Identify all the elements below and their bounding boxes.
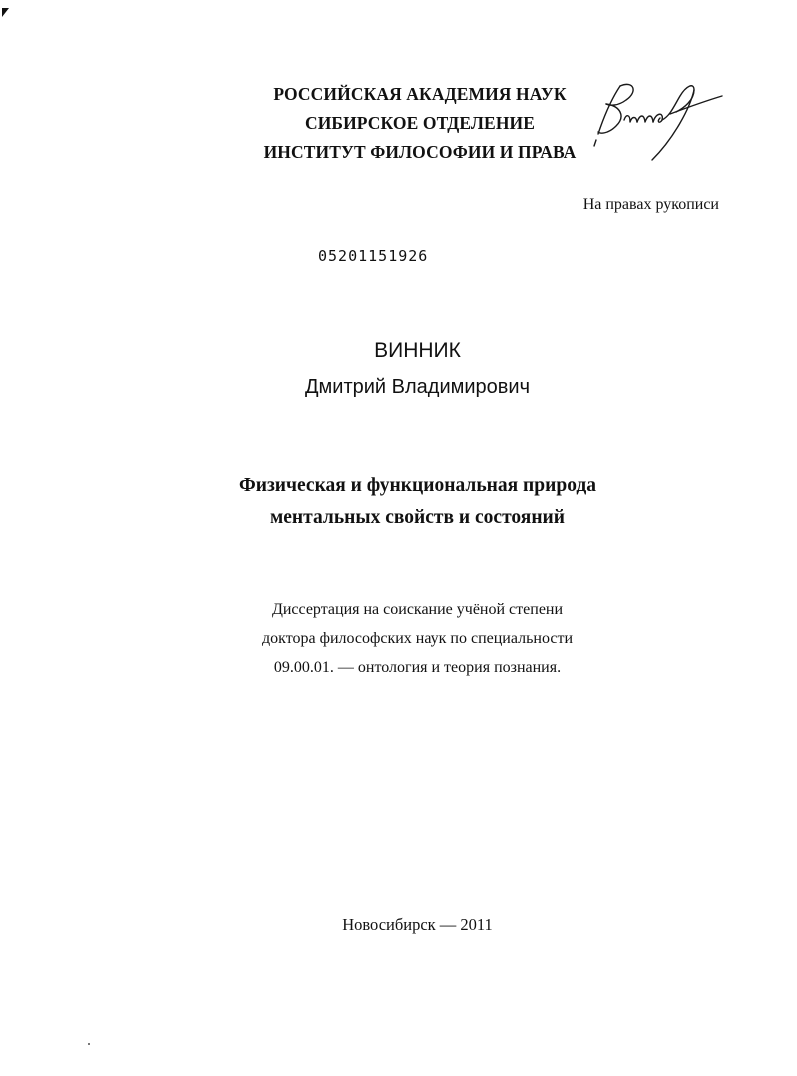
dissertation-title <box>0 470 797 534</box>
scan-speck <box>88 1043 90 1045</box>
scan-corner-mark <box>2 8 9 17</box>
author-name: Дмитрий Владимирович <box>304 376 530 398</box>
manuscript-rights-note: На правах рукописи <box>582 196 719 213</box>
dissertation-description <box>0 595 797 682</box>
registration-code: 05201151926 <box>318 247 429 265</box>
org-line-branch: СИБИРСКОЕ ОТДЕЛЕНИЕ <box>304 113 536 133</box>
description-line-3: 09.00.01. — онтология и теория познания. <box>273 659 562 676</box>
city-year: Новосибирск — 2011 <box>342 915 493 934</box>
author-surname: ВИННИК <box>374 339 461 362</box>
handwritten-signature <box>590 76 730 166</box>
description-line-2: доктора философских наук по специальности <box>261 630 574 647</box>
title-line-1: Физическая и функциональная природа <box>238 475 597 496</box>
org-line-institute: ИНСТИТУТ ФИЛОСОФИИ И ПРАВА <box>263 142 577 162</box>
org-line-academy: РОССИЙСКАЯ АКАДЕМИЯ НАУК <box>273 84 567 104</box>
title-line-2: ментальных свойств и состояний <box>269 507 566 528</box>
organization-header <box>240 80 600 167</box>
description-line-1: Диссертация на соискание учёной степени <box>271 601 564 618</box>
